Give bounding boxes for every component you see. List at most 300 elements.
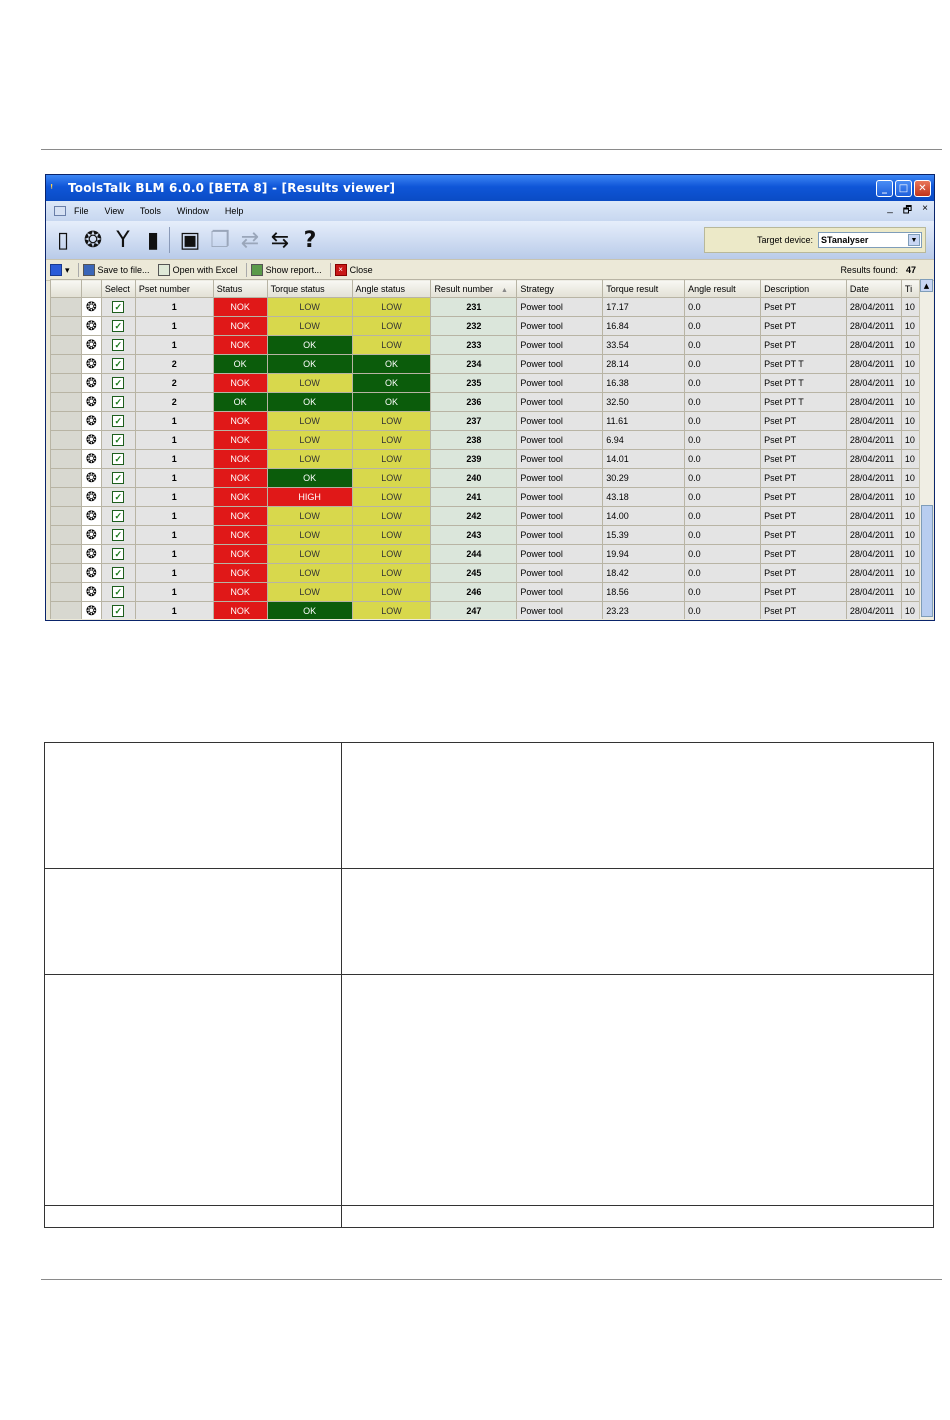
torque-status-cell: LOW [267,545,352,564]
angle-result-cell: 0.0 [685,317,761,336]
date-cell: 28/04/2011 [846,431,901,450]
select-checkbox[interactable]: ✓ [112,548,124,560]
column-time[interactable]: Ti [901,280,919,298]
date-cell: 28/04/2011 [846,602,901,620]
strategy-cell: Power tool [517,355,603,374]
torque-status-cell: LOW [267,298,352,317]
select-checkbox[interactable]: ✓ [112,339,124,351]
torque-status-cell: OK [267,355,352,374]
angle-status-cell: LOW [352,564,431,583]
result-number-cell: 242 [431,507,517,526]
torque-result-cell: 6.94 [603,431,685,450]
table-row[interactable] [51,450,920,469]
angle-status-cell: LOW [352,431,431,450]
open-with-excel-button[interactable] [158,264,238,276]
select-cell[interactable] [101,450,135,469]
torque-result-cell: 15.39 [603,526,685,545]
select-checkbox[interactable]: ✓ [112,396,124,408]
result-number-cell: 241 [431,488,517,507]
result-number-cell: 236 [431,393,517,412]
row-icon-cell [81,298,101,317]
strategy-cell: Power tool [517,488,603,507]
table-row[interactable] [51,583,920,602]
row-header-cell[interactable] [51,355,82,374]
pset-number-cell: 2 [135,374,213,393]
column-torque-result[interactable]: Torque result [603,280,685,298]
date-cell: 28/04/2011 [846,526,901,545]
strategy-cell: Power tool [517,412,603,431]
row-icon-cell [81,602,101,620]
angle-result-cell: 0.0 [685,545,761,564]
select-checkbox[interactable]: ✓ [112,453,124,465]
select-cell[interactable] [101,545,135,564]
result-number-cell: 237 [431,412,517,431]
select-checkbox[interactable]: ✓ [112,529,124,541]
row-icon-cell [81,374,101,393]
pset-number-cell: 1 [135,583,213,602]
results-found-label: Results found: [840,265,898,275]
row-icon-cell [81,545,101,564]
save-icon [83,264,95,276]
row-icon-cell [81,355,101,374]
table-row[interactable] [51,393,920,412]
sort-ascending-icon: ▲ [500,286,508,294]
pset-icon: ❂ [85,337,97,352]
pset-icon: ❂ [85,432,97,447]
row-header-cell[interactable] [51,450,82,469]
target-device-value: STanalyser [821,235,869,245]
description-cell: Pset PT [761,431,847,450]
row-header-cell[interactable] [51,602,82,620]
torque-result-cell: 17.17 [603,298,685,317]
result-number-cell: 238 [431,431,517,450]
view-menu-button[interactable] [50,264,70,276]
close-results-button[interactable] [335,264,373,276]
angle-result-cell: 0.0 [685,507,761,526]
result-number-cell: 234 [431,355,517,374]
status-cell: OK [213,355,267,374]
angle-result-cell: 0.0 [685,488,761,507]
menu-bar [46,201,934,221]
torque-status-cell: LOW [267,450,352,469]
menu-window[interactable]: Window [176,206,209,216]
torque-status-cell: LOW [267,526,352,545]
select-cell[interactable] [101,393,135,412]
time-cell: 10 [901,450,919,469]
result-number-cell: 244 [431,545,517,564]
strategy-cell: Power tool [517,545,603,564]
date-cell: 28/04/2011 [846,336,901,355]
pset-icon: ❂ [85,375,97,390]
pset-number-cell: 1 [135,564,213,583]
toolbar-divider [169,227,170,253]
angle-status-cell: OK [352,355,431,374]
column-icon[interactable] [81,280,101,298]
row-header-cell[interactable] [51,336,82,355]
pset-number-cell: 1 [135,431,213,450]
row-header-cell[interactable] [51,526,82,545]
description-cell: Pset PT [761,583,847,602]
torque-result-cell: 16.38 [603,374,685,393]
row-header-cell[interactable] [51,469,82,488]
angle-result-cell: 0.0 [685,431,761,450]
pset-number-cell: 1 [135,488,213,507]
pset-icon: ❂ [85,508,97,523]
description-cell: Pset PT T [761,355,847,374]
select-checkbox[interactable]: ✓ [112,567,124,579]
time-cell: 10 [901,412,919,431]
date-cell: 28/04/2011 [846,450,901,469]
torque-result-cell: 14.00 [603,507,685,526]
torque-status-cell: LOW [267,431,352,450]
status-cell: NOK [213,450,267,469]
angle-status-cell: LOW [352,450,431,469]
top-rule [41,149,942,150]
table-row[interactable] [51,507,920,526]
description-cell: Pset PT [761,336,847,355]
target-device-label: Target device: [756,235,813,245]
table-row[interactable] [51,336,920,355]
date-cell: 28/04/2011 [846,469,901,488]
menu-tools[interactable]: Tools [139,206,161,216]
torque-status-cell: LOW [267,507,352,526]
angle-result-cell: 0.0 [685,355,761,374]
select-cell[interactable] [101,583,135,602]
pset-number-cell: 1 [135,336,213,355]
maximize-button[interactable]: □ [895,180,912,197]
torque-status-cell: HIGH [267,488,352,507]
strategy-cell: Power tool [517,583,603,602]
menu-help[interactable]: Help [224,206,244,216]
torque-status-cell: OK [267,602,352,620]
description-cell: Pset PT T [761,374,847,393]
monitor-icon[interactable]: ▣ [179,227,201,253]
table-row[interactable] [51,488,920,507]
angle-result-cell: 0.0 [685,583,761,602]
select-cell[interactable] [101,507,135,526]
angle-result-cell: 0.0 [685,469,761,488]
select-cell[interactable] [101,355,135,374]
angle-status-cell: LOW [352,488,431,507]
vertical-scrollbar[interactable] [919,279,933,619]
pset-icon: ❂ [85,546,97,561]
show-report-label: Show report... [265,265,322,275]
column-angle-result[interactable]: Angle result [685,280,761,298]
column-pset-number[interactable]: Pset number [135,280,213,298]
angle-result-cell: 0.0 [685,336,761,355]
row-header-cell[interactable] [51,564,82,583]
pset-icon: ❂ [85,584,97,599]
select-checkbox[interactable]: ✓ [112,472,124,484]
row-icon-cell [81,431,101,450]
time-cell: 10 [901,545,919,564]
torque-result-cell: 33.54 [603,336,685,355]
strategy-cell: Power tool [517,431,603,450]
mdi-minimize-button[interactable]: _ [887,202,893,214]
menu-view[interactable]: View [104,206,124,216]
select-checkbox[interactable]: ✓ [112,510,124,522]
angle-status-cell: LOW [352,602,431,620]
strategy-cell: Power tool [517,450,603,469]
row-icon-cell [81,507,101,526]
select-checkbox[interactable]: ✓ [112,320,124,332]
angle-status-cell: OK [352,374,431,393]
column-strategy[interactable]: Strategy [517,280,603,298]
app-icon: ꜝ [50,181,54,195]
select-checkbox[interactable]: ✓ [112,605,124,617]
select-cell[interactable] [101,317,135,336]
description-cell: Pset PT [761,564,847,583]
angle-status-cell: LOW [352,469,431,488]
select-checkbox[interactable]: ✓ [112,358,124,370]
torque-result-cell: 23.23 [603,602,685,620]
description-cell: Pset PT [761,469,847,488]
result-number-cell: 232 [431,317,517,336]
torque-result-cell: 14.01 [603,450,685,469]
torque-result-cell: 11.61 [603,412,685,431]
description-cell: Pset PT [761,488,847,507]
row-header-cell[interactable] [51,545,82,564]
angle-result-cell: 0.0 [685,393,761,412]
select-checkbox[interactable]: ✓ [112,377,124,389]
tool-icon[interactable]: ▯ [56,227,70,253]
select-cell[interactable] [101,602,135,620]
strategy-cell: Power tool [517,298,603,317]
table-row[interactable] [51,526,920,545]
table-row-divider [45,974,933,975]
description-cell: Pset PT [761,507,847,526]
angle-result-cell: 0.0 [685,450,761,469]
select-cell[interactable] [101,374,135,393]
select-checkbox[interactable]: ✓ [112,491,124,503]
row-icon-cell [81,583,101,602]
angle-status-cell: LOW [352,317,431,336]
help-icon[interactable]: ? [303,227,317,253]
pset-number-cell: 1 [135,412,213,431]
status-cell: NOK [213,412,267,431]
menu-file[interactable]: File [74,206,89,216]
result-number-cell: 233 [431,336,517,355]
angle-status-cell: LOW [352,336,431,355]
fork-icon[interactable]: Y [116,227,130,253]
mdi-restore-button[interactable]: 🗗 [902,204,913,216]
table-row[interactable] [51,564,920,583]
scroll-up-arrow-icon[interactable]: ▲ [920,279,933,292]
row-header-cell[interactable] [51,298,82,317]
strategy-cell: Power tool [517,336,603,355]
row-header-column [51,280,82,298]
column-status[interactable]: Status [213,280,267,298]
table-row[interactable] [51,431,920,450]
time-cell: 10 [901,298,919,317]
time-cell: 10 [901,469,919,488]
pset-number-cell: 1 [135,298,213,317]
close-window-button[interactable]: ✕ [914,180,931,197]
device-icon[interactable]: ▮ [146,227,160,253]
title-bar[interactable] [46,175,934,201]
time-cell: 10 [901,374,919,393]
bottom-rule [41,1279,942,1280]
table-row[interactable] [51,374,920,393]
excel-icon [158,264,170,276]
torque-status-cell: LOW [267,564,352,583]
column-select[interactable]: Select [101,280,135,298]
status-cell: NOK [213,298,267,317]
pset-icon: ❂ [85,299,97,314]
column-description[interactable]: Description [761,280,847,298]
pset-number-cell: 1 [135,450,213,469]
status-cell: NOK [213,545,267,564]
pset-number-cell: 2 [135,393,213,412]
status-cell: NOK [213,317,267,336]
description-cell: Pset PT [761,450,847,469]
strategy-cell: Power tool [517,317,603,336]
table-column-divider [341,743,342,1227]
result-number-cell: 247 [431,602,517,620]
results-found [840,265,916,275]
result-number-cell: 245 [431,564,517,583]
mdi-close-button[interactable]: × [922,202,928,214]
table-row[interactable] [51,317,920,336]
select-checkbox[interactable]: ✓ [112,301,124,313]
copy-icon[interactable]: ❐ [210,227,230,253]
subbar-divider [78,263,79,277]
pset-number-cell: 1 [135,317,213,336]
pset-icon: ❂ [85,318,97,333]
select-cell[interactable] [101,526,135,545]
close-icon: × [335,264,347,276]
status-cell: NOK [213,374,267,393]
result-number-cell: 246 [431,583,517,602]
row-header-cell[interactable] [51,393,82,412]
status-cell: NOK [213,602,267,620]
status-cell: NOK [213,431,267,450]
minimize-button[interactable]: _ [876,180,893,197]
column-result-number-label: Result number [434,283,493,294]
table-row[interactable] [51,298,920,317]
torque-result-cell: 18.56 [603,583,685,602]
row-icon-cell [81,336,101,355]
time-cell: 10 [901,526,919,545]
select-checkbox[interactable]: ✓ [112,415,124,427]
row-header-cell[interactable] [51,488,82,507]
row-icon-cell [81,393,101,412]
torque-result-cell: 30.29 [603,469,685,488]
select-checkbox[interactable]: ✓ [112,586,124,598]
open-with-excel-label: Open with Excel [172,265,238,275]
time-cell: 10 [901,507,919,526]
torque-result-cell: 19.94 [603,545,685,564]
time-cell: 10 [901,317,919,336]
torque-status-cell: LOW [267,583,352,602]
description-cell: Pset PT [761,317,847,336]
pset-icon: ❂ [85,413,97,428]
torque-status-cell: LOW [267,412,352,431]
chevron-down-icon[interactable]: ▼ [908,234,920,246]
select-cell[interactable] [101,431,135,450]
date-cell: 28/04/2011 [846,317,901,336]
table-row[interactable] [51,469,920,488]
row-icon-cell [81,564,101,583]
torque-result-cell: 28.14 [603,355,685,374]
select-cell[interactable] [101,298,135,317]
row-header-cell[interactable] [51,317,82,336]
result-number-cell: 231 [431,298,517,317]
lower-table [44,742,934,1228]
column-date[interactable]: Date [846,280,901,298]
row-header-cell[interactable] [51,431,82,450]
table-row[interactable] [51,412,920,431]
pset-number-cell: 2 [135,355,213,374]
pset-icon: ❂ [85,451,97,466]
angle-status-cell: LOW [352,526,431,545]
select-cell[interactable] [101,564,135,583]
time-cell: 10 [901,602,919,620]
select-cell[interactable] [101,469,135,488]
description-cell: Pset PT [761,412,847,431]
window-title: ToolsTalk BLM 6.0.0 [BETA 8] - [Results viewer] [68,181,396,195]
save-to-file-button[interactable] [83,264,150,276]
pset-icon[interactable]: ❂ [83,227,103,253]
show-report-button[interactable] [251,264,322,276]
angle-result-cell: 0.0 [685,526,761,545]
grid-view-icon [50,264,62,276]
angle-result-cell: 0.0 [685,412,761,431]
table-row[interactable] [51,602,920,620]
row-header-cell[interactable] [51,583,82,602]
torque-result-cell: 16.84 [603,317,685,336]
row-header-cell[interactable] [51,507,82,526]
date-cell: 28/04/2011 [846,374,901,393]
select-cell[interactable] [101,488,135,507]
select-checkbox[interactable]: ✓ [112,434,124,446]
table-row-divider [45,1205,933,1206]
results-table [50,279,920,619]
select-cell[interactable] [101,412,135,431]
torque-status-cell: OK [267,469,352,488]
description-cell: Pset PT [761,526,847,545]
subbar-divider [246,263,247,277]
result-number-cell: 239 [431,450,517,469]
report-icon [251,264,263,276]
row-header-cell[interactable] [51,412,82,431]
date-cell: 28/04/2011 [846,545,901,564]
description-cell: Pset PT [761,602,847,620]
select-cell[interactable] [101,336,135,355]
date-cell: 28/04/2011 [846,412,901,431]
table-row[interactable] [51,545,920,564]
row-icon-cell [81,469,101,488]
document-icon[interactable] [54,206,66,216]
column-result-number[interactable] [431,280,517,298]
table-row[interactable] [51,355,920,374]
column-torque-status[interactable]: Torque status [267,280,352,298]
row-header-cell[interactable] [51,374,82,393]
column-angle-status[interactable]: Angle status [352,280,431,298]
connect-icon[interactable]: ⇄ [240,227,260,253]
results-grid [50,279,920,619]
pset-icon: ❂ [85,394,97,409]
row-icon-cell [81,412,101,431]
scroll-thumb[interactable] [921,505,933,617]
status-cell: NOK [213,507,267,526]
date-cell: 28/04/2011 [846,355,901,374]
target-device-select[interactable] [818,232,922,248]
transfer-icon[interactable]: ⇆ [270,227,290,253]
strategy-cell: Power tool [517,469,603,488]
time-cell: 10 [901,583,919,602]
date-cell: 28/04/2011 [846,298,901,317]
